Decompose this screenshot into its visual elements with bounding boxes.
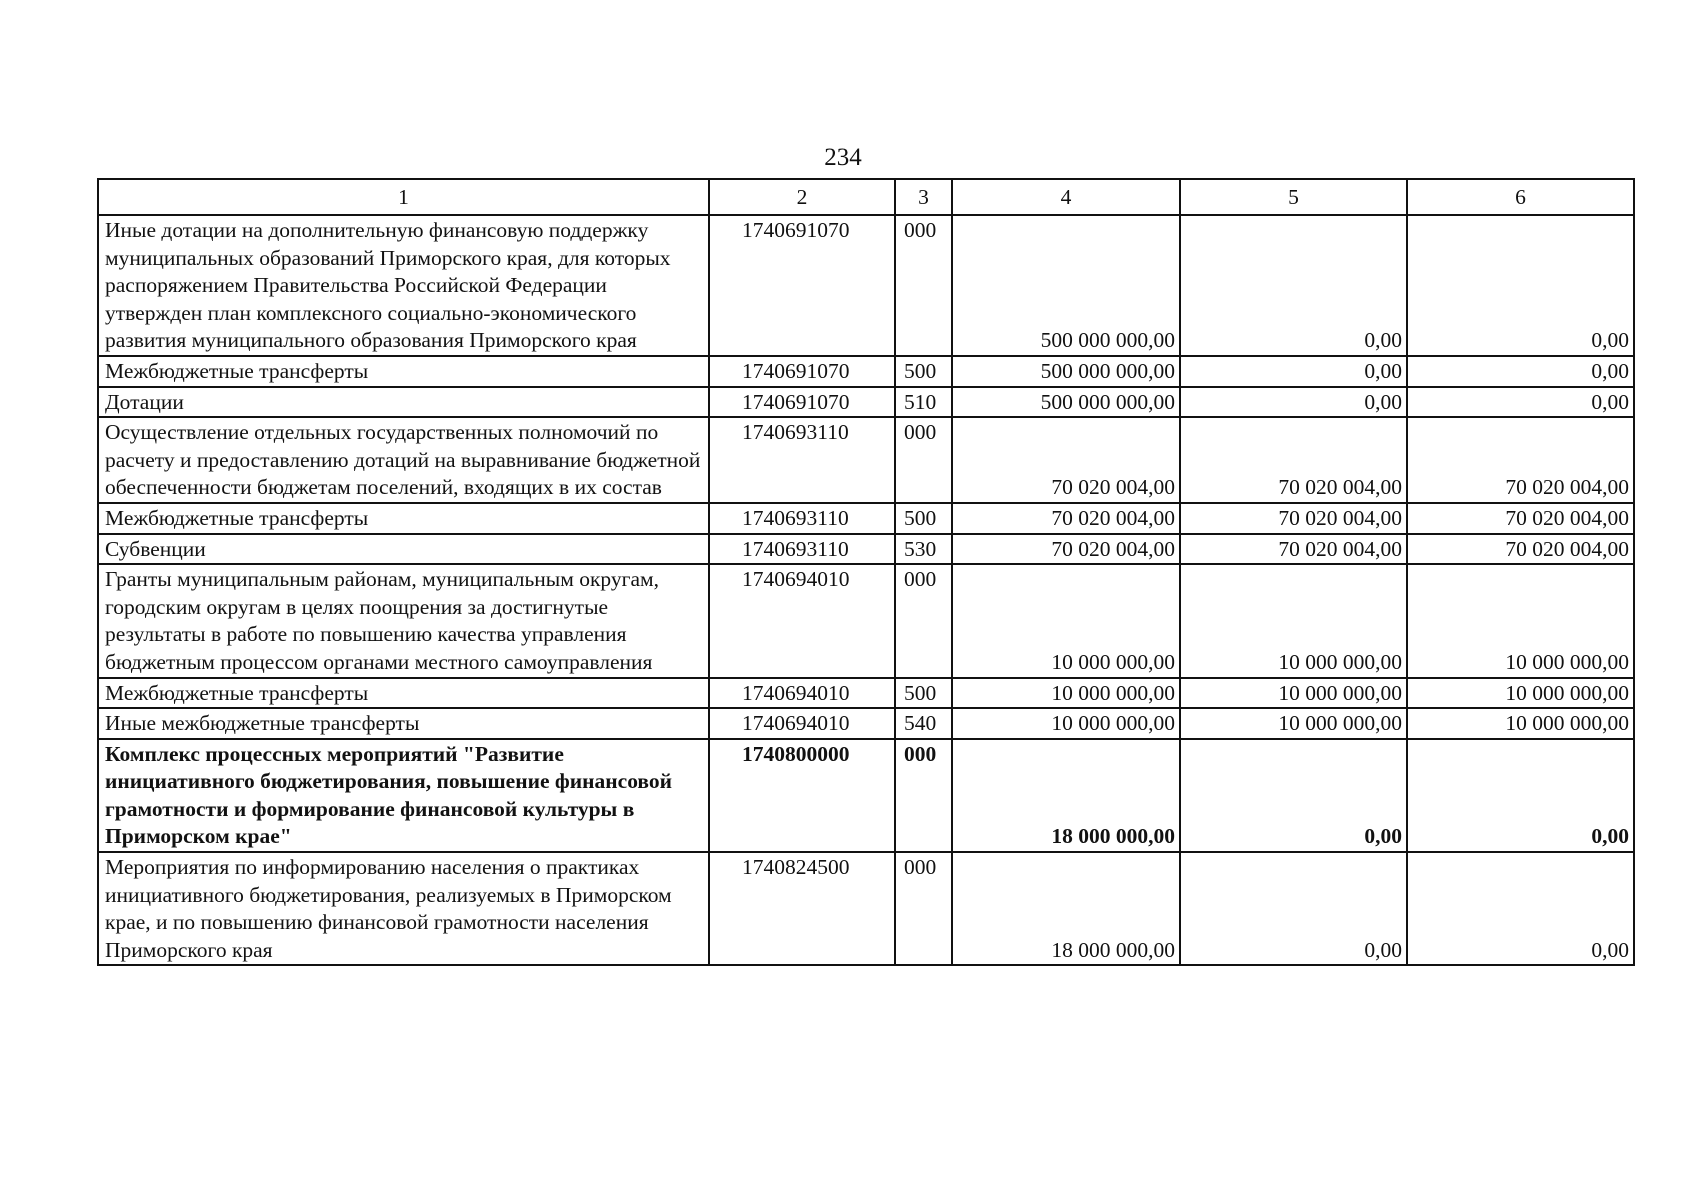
table-row — [98, 534, 1634, 565]
row-amount-col5-cell: 70 020 004,00 — [1180, 503, 1407, 534]
table-row — [98, 708, 1634, 739]
row-name-cell: Иные межбюджетные трансферты — [98, 708, 709, 739]
column-header-6: 6 — [1407, 179, 1634, 215]
row-code-cell: 1740694010 — [709, 564, 895, 677]
table-row — [98, 739, 1634, 852]
row-amount-col6-cell: 10 000 000,00 — [1407, 564, 1634, 677]
row-amount-col6-cell: 0,00 — [1407, 215, 1634, 356]
page-number: 234 — [824, 144, 862, 171]
row-expense-type-cell: 000 — [895, 564, 952, 677]
row-amount-col5-cell: 0,00 — [1180, 387, 1407, 418]
table-row — [98, 503, 1634, 534]
row-name-cell: Гранты муниципальным районам, муниципальным округам, городским округам в целях поощрения за достигнутые результаты в работе по повышению качества управления бюджетным процессом органами местного самоуправления — [98, 564, 709, 677]
row-amount-col4-cell: 70 020 004,00 — [952, 503, 1180, 534]
budget-table — [97, 178, 1635, 966]
row-code-cell: 1740691070 — [709, 387, 895, 418]
row-amount-col4-cell: 500 000 000,00 — [952, 215, 1180, 356]
row-code-cell: 1740691070 — [709, 215, 895, 356]
row-amount-col6-cell: 10 000 000,00 — [1407, 708, 1634, 739]
row-amount-col5-cell: 0,00 — [1180, 215, 1407, 356]
row-amount-col6-cell: 0,00 — [1407, 739, 1634, 852]
row-amount-col4-cell: 70 020 004,00 — [952, 417, 1180, 503]
row-amount-col5-cell: 0,00 — [1180, 739, 1407, 852]
row-code-cell: 1740694010 — [709, 708, 895, 739]
row-amount-col4-cell: 500 000 000,00 — [952, 387, 1180, 418]
table-row — [98, 564, 1634, 677]
row-expense-type-cell: 530 — [895, 534, 952, 565]
column-header-3: 3 — [895, 179, 952, 215]
row-expense-type-cell: 500 — [895, 503, 952, 534]
row-amount-col5-cell: 10 000 000,00 — [1180, 708, 1407, 739]
row-amount-col6-cell: 0,00 — [1407, 356, 1634, 387]
row-amount-col5-cell: 0,00 — [1180, 356, 1407, 387]
row-amount-col6-cell: 70 020 004,00 — [1407, 534, 1634, 565]
row-amount-col4-cell: 70 020 004,00 — [952, 534, 1180, 565]
row-name-cell: Межбюджетные трансферты — [98, 356, 709, 387]
row-amount-col5-cell: 10 000 000,00 — [1180, 564, 1407, 677]
row-amount-col6-cell: 0,00 — [1407, 852, 1634, 965]
row-amount-col5-cell: 0,00 — [1180, 852, 1407, 965]
row-amount-col5-cell: 10 000 000,00 — [1180, 678, 1407, 709]
row-code-cell: 1740694010 — [709, 678, 895, 709]
column-header-4: 4 — [952, 179, 1180, 215]
row-amount-col6-cell: 10 000 000,00 — [1407, 678, 1634, 709]
table-row — [98, 387, 1634, 418]
row-name-cell: Межбюджетные трансферты — [98, 503, 709, 534]
row-amount-col4-cell: 10 000 000,00 — [952, 678, 1180, 709]
row-expense-type-cell: 510 — [895, 387, 952, 418]
table-row — [98, 678, 1634, 709]
row-expense-type-cell: 000 — [895, 739, 952, 852]
row-code-cell: 1740691070 — [709, 356, 895, 387]
row-amount-col4-cell: 18 000 000,00 — [952, 739, 1180, 852]
row-code-cell: 1740693110 — [709, 534, 895, 565]
row-amount-col4-cell: 10 000 000,00 — [952, 564, 1180, 677]
row-amount-col5-cell: 70 020 004,00 — [1180, 417, 1407, 503]
row-code-cell: 1740693110 — [709, 417, 895, 503]
row-name-cell: Комплекс процессных мероприятий "Развитие инициативного бюджетирования, повышение финансовой грамотности и формирование финансовой культуры в Приморском крае" — [98, 739, 709, 852]
row-amount-col6-cell: 70 020 004,00 — [1407, 417, 1634, 503]
row-name-cell: Иные дотации на дополнительную финансовую поддержку муниципальных образований Приморского края, для которых распоряжением Правительства Российской Федерации утвержден план комплексного социально-экономического развития муниципального образования Приморского края — [98, 215, 709, 356]
row-expense-type-cell: 500 — [895, 678, 952, 709]
row-name-cell: Мероприятия по информированию населения о практиках инициативного бюджетирования, реализуемых в Приморском крае, и по повышению финансовой грамотности населения Приморского края — [98, 852, 709, 965]
row-amount-col6-cell: 0,00 — [1407, 387, 1634, 418]
table-row — [98, 356, 1634, 387]
table-row — [98, 215, 1634, 356]
row-expense-type-cell: 540 — [895, 708, 952, 739]
row-code-cell: 1740824500 — [709, 852, 895, 965]
row-amount-col4-cell: 18 000 000,00 — [952, 852, 1180, 965]
row-expense-type-cell: 000 — [895, 852, 952, 965]
row-name-cell: Субвенции — [98, 534, 709, 565]
column-header-5: 5 — [1180, 179, 1407, 215]
table-row — [98, 852, 1634, 965]
row-expense-type-cell: 500 — [895, 356, 952, 387]
table-row — [98, 417, 1634, 503]
row-amount-col6-cell: 70 020 004,00 — [1407, 503, 1634, 534]
row-amount-col5-cell: 70 020 004,00 — [1180, 534, 1407, 565]
row-amount-col4-cell: 500 000 000,00 — [952, 356, 1180, 387]
row-code-cell: 1740800000 — [709, 739, 895, 852]
column-header-1: 1 — [98, 179, 709, 215]
row-amount-col4-cell: 10 000 000,00 — [952, 708, 1180, 739]
row-name-cell: Межбюджетные трансферты — [98, 678, 709, 709]
row-code-cell: 1740693110 — [709, 503, 895, 534]
row-expense-type-cell: 000 — [895, 215, 952, 356]
row-name-cell: Осуществление отдельных государственных полномочий по расчету и предоставлению дотаций на выравнивание бюджетной обеспеченности бюджетам поселений, входящих в их состав — [98, 417, 709, 503]
table-header-row — [98, 179, 1634, 215]
column-header-2: 2 — [709, 179, 895, 215]
row-expense-type-cell: 000 — [895, 417, 952, 503]
row-name-cell: Дотации — [98, 387, 709, 418]
